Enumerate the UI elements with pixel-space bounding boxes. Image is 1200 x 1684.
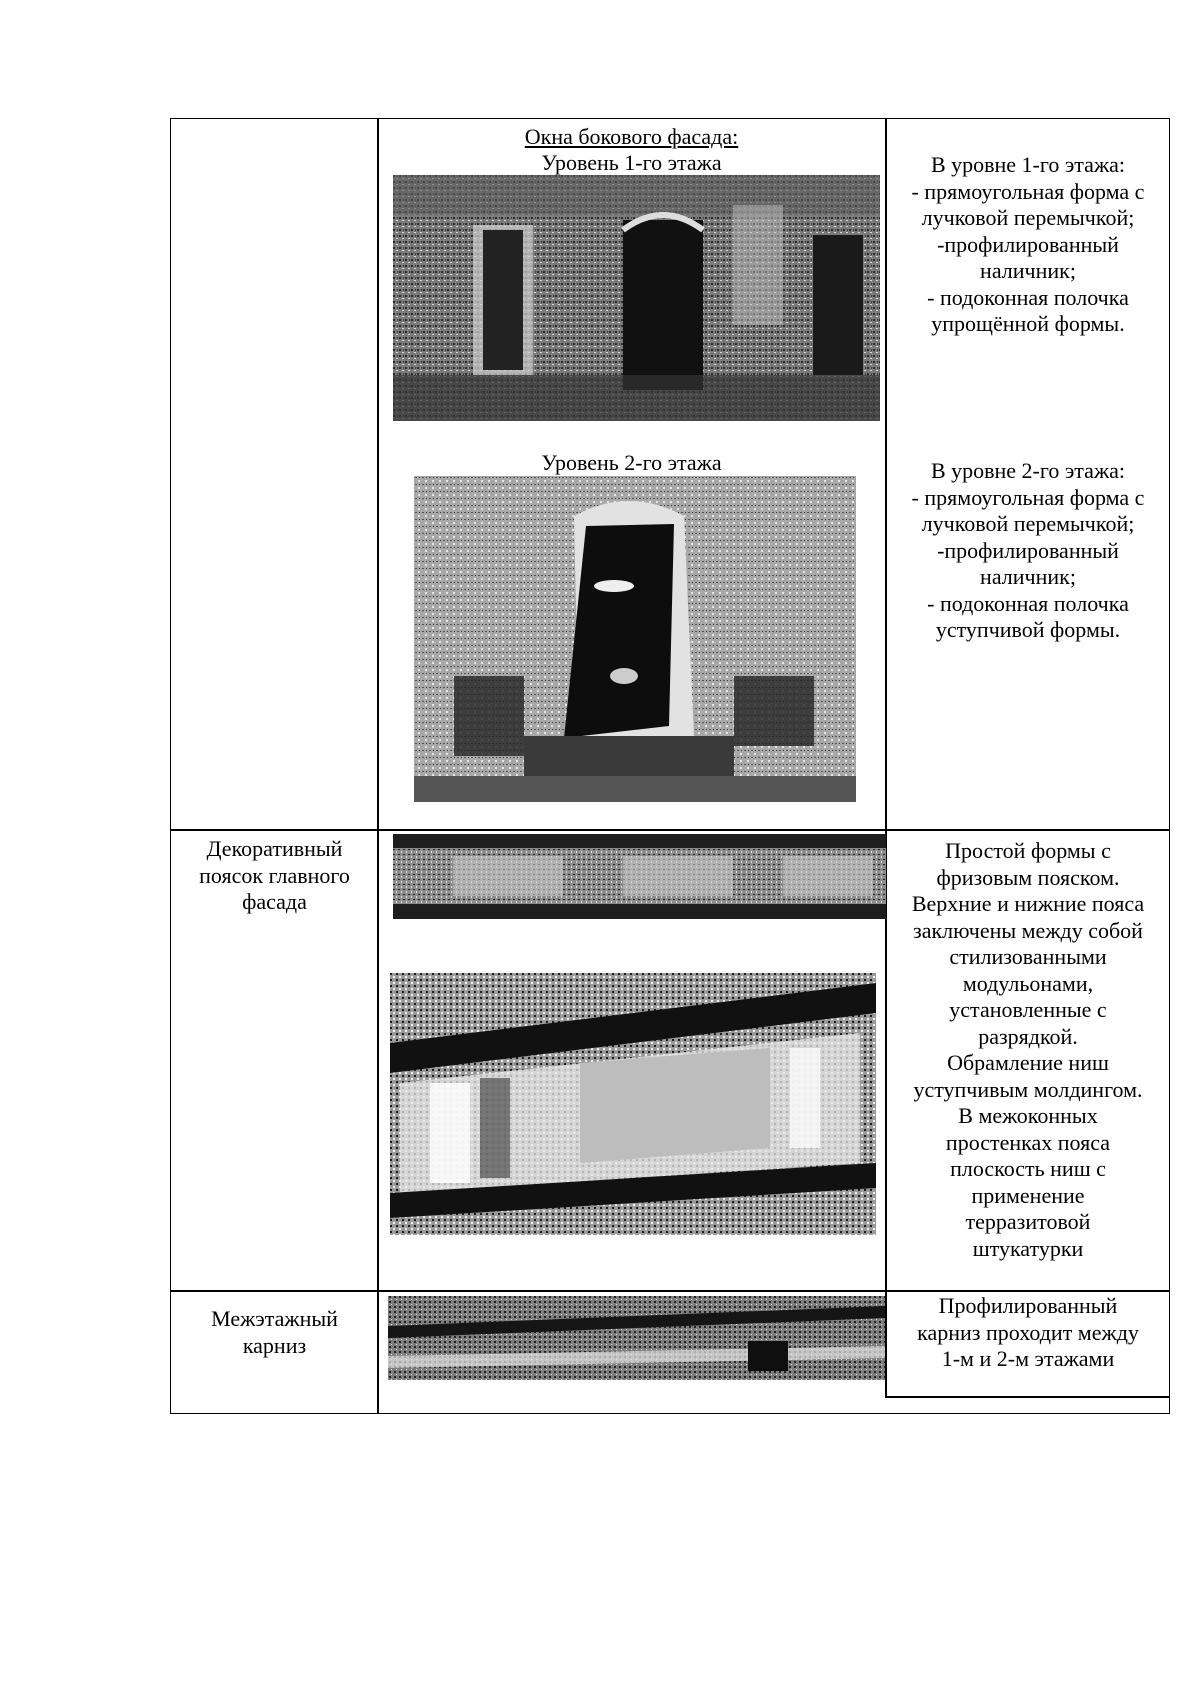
level1-caption: Уровень 1-го этажа	[541, 150, 722, 175]
feature-interfloor-cornice: Межэтажный карниз	[211, 1306, 338, 1358]
level2-description: В уровне 2-го этажа: - прямоугольная форма с лучковой перемычкой; -профилированный наличник; - подоконная полочка уступчивой формы.	[911, 458, 1145, 642]
row-divider-2	[170, 1290, 1170, 1292]
photo-side-facade-window-level2	[414, 476, 856, 802]
photo-heading: Окна бокового фасада:	[524, 124, 739, 149]
feature-decorative-belt: Декоративный поясок главного фасада	[199, 836, 350, 914]
photo-decorative-belt-detail	[390, 973, 876, 1235]
photo-interfloor-cornice	[388, 1296, 885, 1380]
row-divider-desc-bottom	[885, 1396, 1170, 1398]
photo-side-facade-window-level1	[393, 175, 880, 421]
level2-caption: Уровень 2-го этажа	[541, 450, 722, 475]
decorative-belt-description: Простой формы с фризовым пояском. Верхние и нижние пояса заключены между собой стилизованными модульонами, установленные с разрядкой. Обрамление ниш уступчивым молдингом. В межоконных простенках пояса плоскость ниш с применение терразитовой штукатурки	[911, 838, 1145, 1261]
photo-decorative-belt-top	[393, 834, 886, 919]
interfloor-cornice-description: Профилированный карниз проходит между 1-м и 2-м этажами	[917, 1293, 1139, 1371]
row-divider-1	[170, 829, 1170, 831]
column-divider-1	[377, 118, 379, 1414]
level1-description: В уровне 1-го этажа: - прямоугольная форма с лучковой перемычкой; -профилированный наличник; - подоконная полочка упрощённой формы.	[911, 152, 1145, 336]
